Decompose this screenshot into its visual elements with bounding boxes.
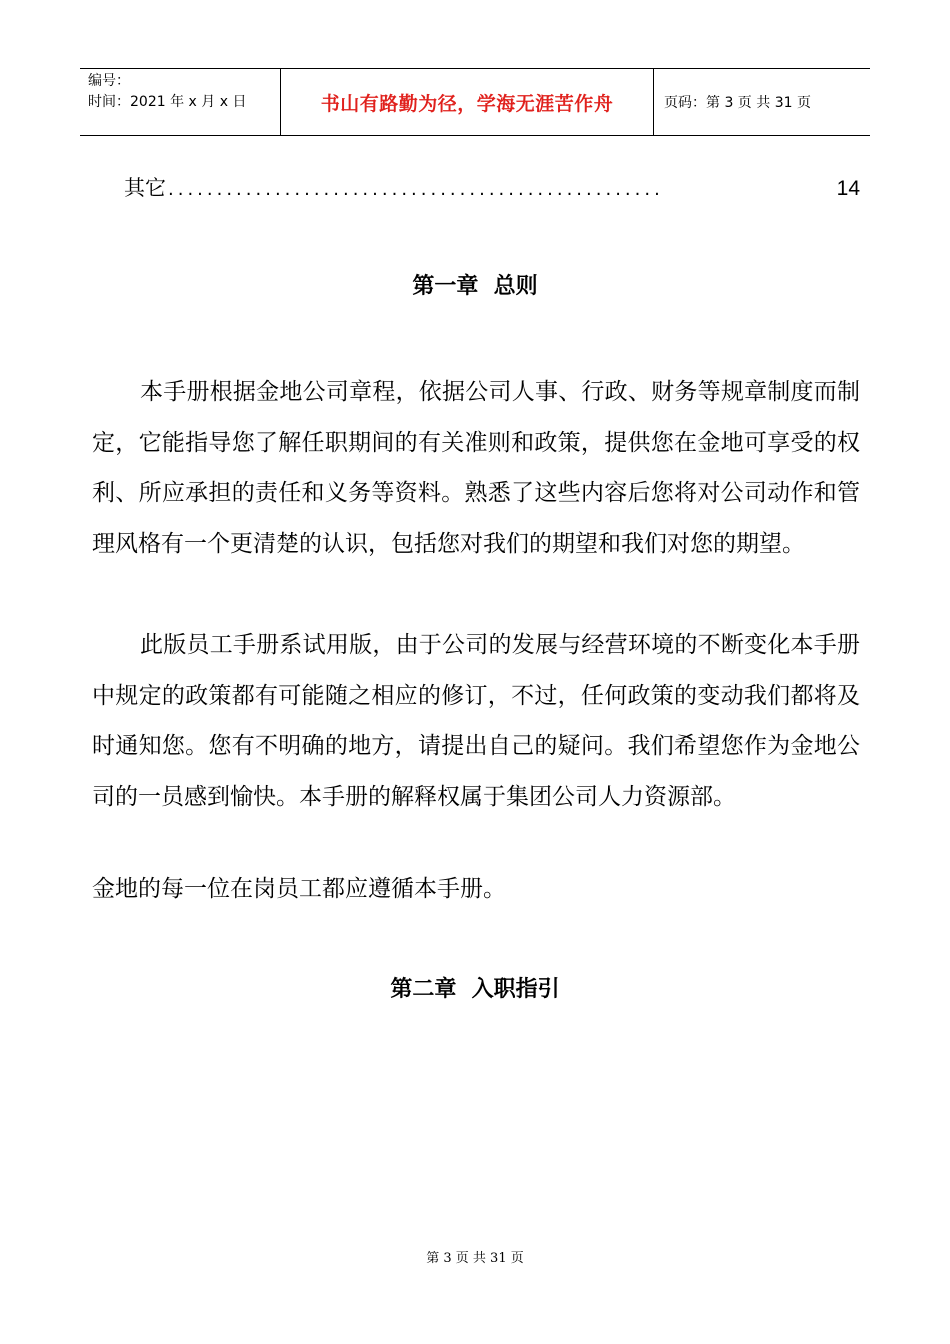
- page-header: [80, 68, 870, 136]
- toc-dot-leader: ...................................................: [168, 179, 664, 200]
- page-footer: 第 3 页 共 31 页: [426, 1251, 524, 1266]
- toc-entry[interactable]: [124, 172, 860, 202]
- chapter-1-heading: 第一章 总则: [412, 274, 538, 299]
- header-motto-cell: [281, 69, 654, 135]
- chapter-1-paragraph-1: 本手册根据金地公司章程，依据公司人事、行政、财务等规章制度而制定，它能指导您了解任职期间的有关准则和政策，提供您在金地可享受的权利、所应承担的责任和义务等资料。熟悉了这些内容后您将对公司动作和管理风格有一个更清楚的认识，包括您对我们的期望和我们对您的期望。: [92, 379, 860, 557]
- toc-entry-page-number: 14: [836, 177, 860, 200]
- header-page-info: [654, 69, 870, 135]
- motto-text: 书山有路勤为径，学海无涯苦作舟: [320, 92, 614, 115]
- chapter-2-heading: 第二章 入职指引: [390, 977, 560, 1002]
- chapter-1-paragraph-3: 金地的每一位在岗员工都应遵循本手册。: [92, 876, 506, 902]
- page-info-text: 页码：第 3 页 共 31 页: [664, 95, 811, 111]
- date-label: 时间：2021 年 x 月 x 日: [88, 94, 247, 110]
- toc-entry-title: 其它: [124, 176, 166, 200]
- serial-number-label: 编号：: [88, 73, 130, 89]
- header-meta: [80, 69, 281, 135]
- chapter-1-paragraph-2: 此版员工手册系试用版，由于公司的发展与经营环境的不断变化本手册中规定的政策都有可能随之相应的修订，不过，任何政策的变动我们都将及时通知您。您有不明确的地方，请提出自己的疑问。我们希望您作为金地公司的一员感到愉快。本手册的解释权属于集团公司人力资源部。: [92, 632, 860, 810]
